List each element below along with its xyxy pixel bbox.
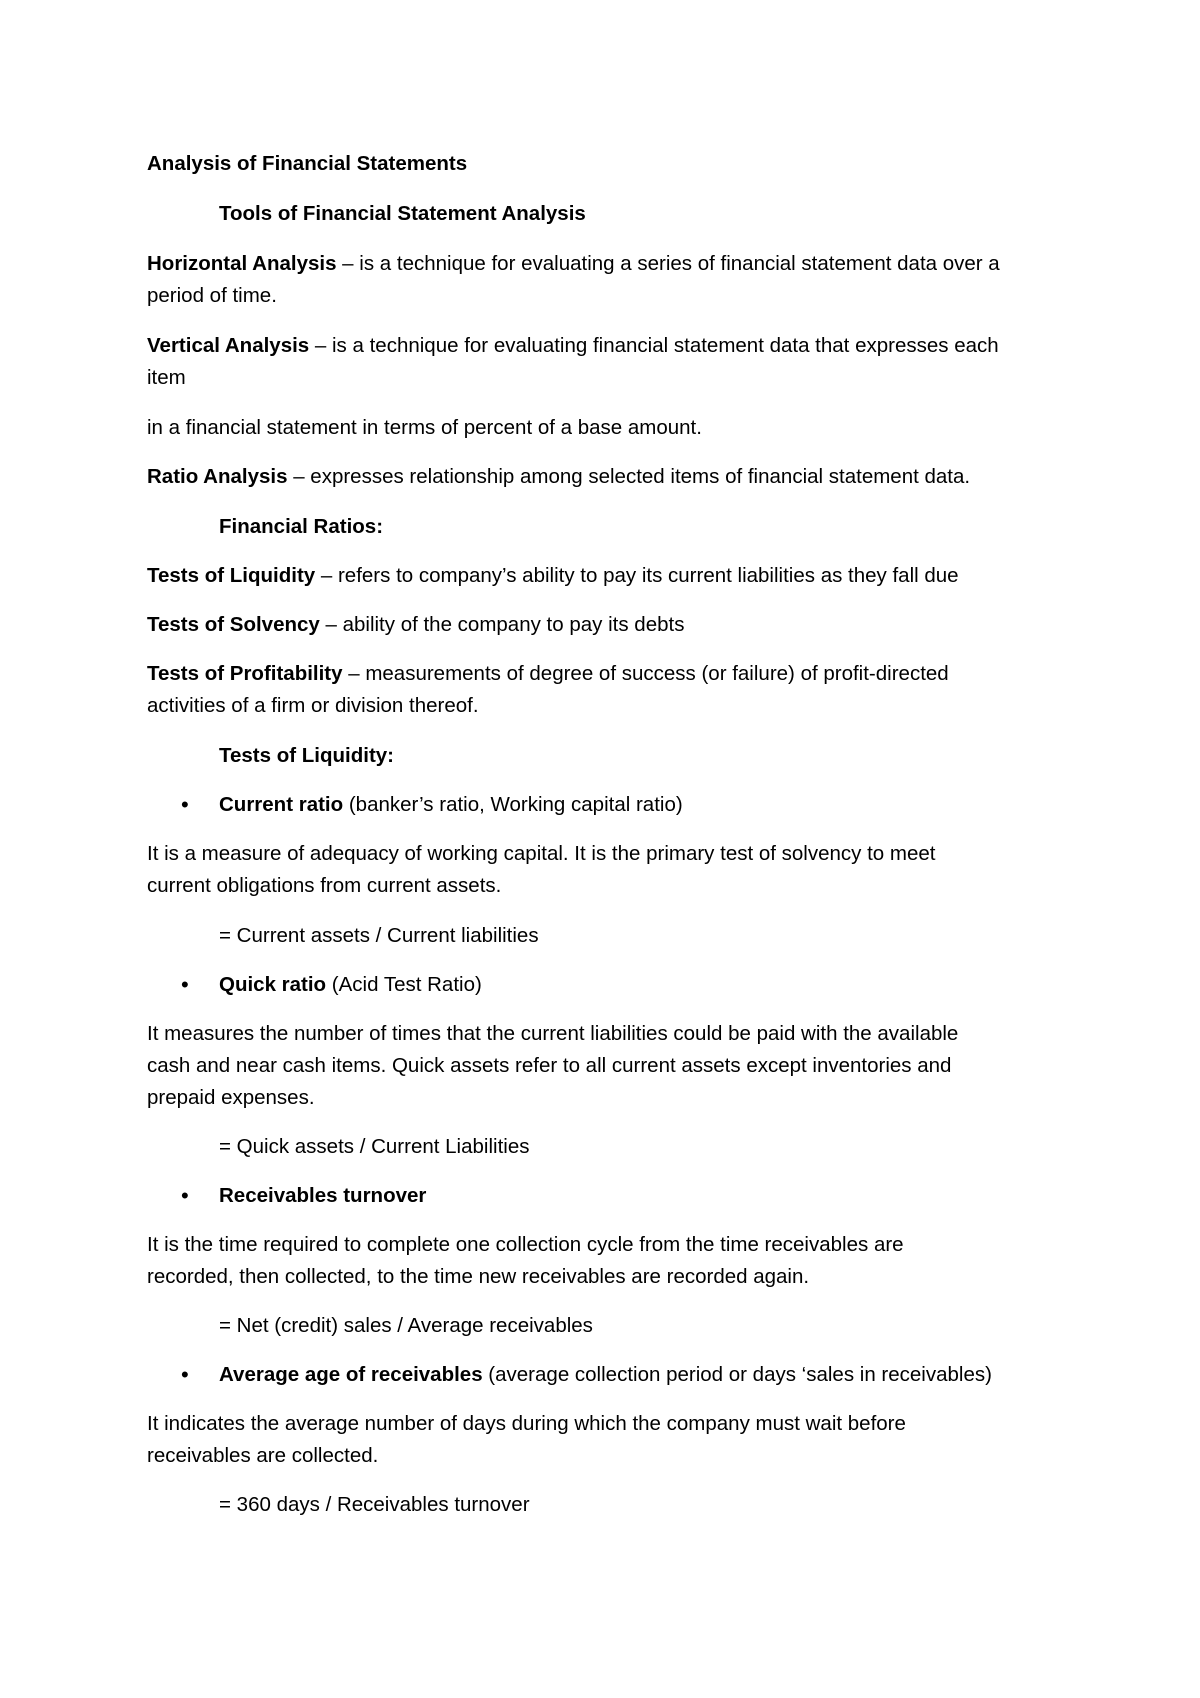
tests-of-solvency-term: Tests of Solvency bbox=[147, 613, 320, 636]
horizontal-analysis-term: Horizontal Analysis bbox=[147, 252, 337, 275]
horizontal-analysis-definition-cont: period of time. bbox=[147, 284, 277, 307]
current-ratio-item bbox=[219, 789, 1149, 821]
vertical-analysis-definition-cont: item bbox=[147, 366, 186, 389]
tests-of-liquidity-term: Tests of Liquidity bbox=[147, 564, 316, 587]
vertical-analysis-definition-cont2: in a financial statement in terms of percent of a base amount. bbox=[147, 416, 702, 439]
current-ratio-term: Current ratio bbox=[219, 793, 344, 816]
quick-ratio-item bbox=[219, 969, 1149, 1001]
receivables-turnover-formula: = Net (credit) sales / Average receivables bbox=[219, 1314, 593, 1337]
average-age-receivables-item bbox=[219, 1359, 1149, 1391]
quick-ratio-alt-names: (Acid Test Ratio) bbox=[326, 973, 482, 996]
quick-ratio-description-cont2: prepaid expenses. bbox=[147, 1086, 315, 1109]
tests-of-profitability-definition: – measurements of degree of success (or failure) of profit-directed bbox=[342, 662, 949, 685]
average-age-receivables-description-cont: receivables are collected. bbox=[147, 1444, 379, 1467]
bullet-icon: • bbox=[181, 1183, 189, 1208]
receivables-turnover-item: Receivables turnover bbox=[219, 1184, 427, 1207]
document-title: Analysis of Financial Statements bbox=[147, 152, 468, 175]
receivables-turnover-description: It is the time required to complete one collection cycle from the time receivables are bbox=[147, 1233, 904, 1256]
ratio-analysis-paragraph bbox=[147, 461, 1077, 493]
bullet-icon: • bbox=[181, 792, 189, 817]
horizontal-analysis-definition: – is a technique for evaluating a series of financial statement data over a bbox=[336, 252, 1000, 275]
vertical-analysis-paragraph bbox=[147, 330, 1077, 362]
quick-ratio-description: It measures the number of times that the current liabilities could be paid with the available bbox=[147, 1022, 959, 1045]
horizontal-analysis-paragraph bbox=[147, 248, 1077, 280]
tests-of-profitability-paragraph bbox=[147, 658, 1077, 690]
bullet-icon: • bbox=[181, 972, 189, 997]
average-age-receivables-alt-names: (average collection period or days ‘sales in receivables) bbox=[482, 1363, 992, 1386]
financial-ratios-heading: Financial Ratios: bbox=[219, 515, 384, 538]
vertical-analysis-term: Vertical Analysis bbox=[147, 334, 310, 357]
average-age-receivables-description: It indicates the average number of days during which the company must wait before bbox=[147, 1412, 906, 1435]
receivables-turnover-description-cont: recorded, then collected, to the time new receivables are recorded again. bbox=[147, 1265, 810, 1288]
ratio-analysis-definition: – expresses relationship among selected items of financial statement data. bbox=[287, 465, 971, 488]
quick-ratio-formula: = Quick assets / Current Liabilities bbox=[219, 1135, 530, 1158]
bullet-icon: • bbox=[181, 1362, 189, 1387]
current-ratio-formula: = Current assets / Current liabilities bbox=[219, 924, 539, 947]
average-age-receivables-formula: = 360 days / Receivables turnover bbox=[219, 1493, 530, 1516]
average-age-receivables-term: Average age of receivables bbox=[219, 1363, 483, 1386]
tests-of-liquidity-heading: Tests of Liquidity: bbox=[219, 744, 395, 767]
ratio-analysis-term: Ratio Analysis bbox=[147, 465, 288, 488]
tools-heading: Tools of Financial Statement Analysis bbox=[219, 202, 586, 225]
current-ratio-description-cont: current obligations from current assets. bbox=[147, 874, 502, 897]
tests-of-liquidity-paragraph bbox=[147, 560, 1077, 592]
vertical-analysis-definition: – is a technique for evaluating financial statement data that expresses each bbox=[309, 334, 999, 357]
tests-of-profitability-definition-cont: activities of a firm or division thereof. bbox=[147, 694, 479, 717]
current-ratio-alt-names: (banker’s ratio, Working capital ratio) bbox=[343, 793, 683, 816]
tests-of-profitability-term: Tests of Profitability bbox=[147, 662, 343, 685]
quick-ratio-description-cont: cash and near cash items. Quick assets refer to all current assets except inventories and bbox=[147, 1054, 952, 1077]
tests-of-solvency-definition: – ability of the company to pay its debts bbox=[319, 613, 685, 636]
tests-of-solvency-paragraph bbox=[147, 609, 1077, 641]
current-ratio-description: It is a measure of adequacy of working capital. It is the primary test of solvency to meet bbox=[147, 842, 936, 865]
quick-ratio-term: Quick ratio bbox=[219, 973, 327, 996]
tests-of-liquidity-definition: – refers to company’s ability to pay its current liabilities as they fall due bbox=[315, 564, 959, 587]
